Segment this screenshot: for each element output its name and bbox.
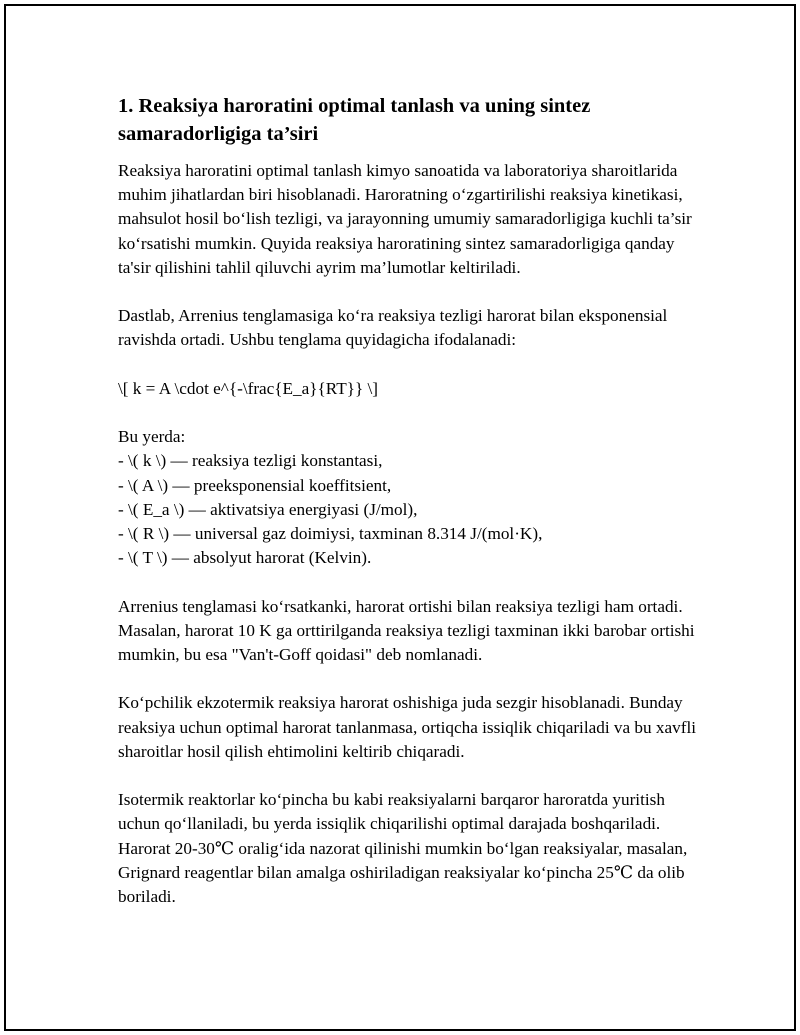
paragraph-gap <box>118 570 698 594</box>
paragraph-gap <box>118 353 698 377</box>
document-body <box>118 92 698 909</box>
definition-item-k: - \( k \) — reaksiya tezligi konstantasi, <box>118 451 383 471</box>
paragraph-arrhenius-intro: Dastlab, Arrenius tenglamasiga ko‘ra reaksiya tezligi harorat bilan eksponensial ravishda ortadi. Ushbu tenglama quyidagicha ifodalanadi: <box>118 306 668 350</box>
definition-item-t: - \( T \) — absolyut harorat (Kelvin). <box>118 548 372 568</box>
definition-item-a: - \( A \) — preeksponensial koeffitsient, <box>118 475 392 495</box>
paragraph-gap <box>118 667 698 691</box>
definition-list <box>118 449 698 570</box>
paragraph-exothermic: Ko‘pchilik ekzotermik reaksiya harorat oshishiga juda sezgir hisoblanadi. Bunday reaksiya uchun optimal harorat tanlanmasa, ortiqcha issiqlik chiqariladi va bu xavfli sharoitlar hosil qilish ehtimolini keltirib chiqaradi. <box>118 693 696 761</box>
arrhenius-formula: \[ k = A \cdot e^{-\frac{E_a}{RT}} \] <box>118 378 378 398</box>
section-title-line-1: 1. Reaksiya haroratini optimal tanlash va uning sintez <box>118 95 591 117</box>
section-title <box>118 92 698 148</box>
paragraph-gap <box>118 764 698 788</box>
where-label: Bu yerda: <box>118 427 186 447</box>
definition-item-r: - \( R \) — universal gaz doimiysi, taxminan 8.314 J/(mol·K), <box>118 524 543 543</box>
paragraph-arrhenius-conclusion: Arrenius tenglamasi ko‘rsatkanki, harorat ortishi bilan reaksiya tezligi ham ortadi. Masalan, harorat 10 K ga orttirilganda reaksiya tezligi taxminan ikki barobar ortishi mumkin, bu esa "Van't-Goff qoidasi" deb nomlanadi. <box>118 596 695 664</box>
section-title-line-2: samaradorligiga ta’siri <box>118 123 319 145</box>
paragraph-isothermal: Isotermik reaktorlar ko‘pincha bu kabi reaksiyalarni barqaror haroratda yuritish uchun qo‘llaniladi, bu yerda issiqlik chiqarilishi optimal darajada boshqariladi. Harorat 20-30℃ oralig‘ida nazorat qilinishi mumkin bo‘lgan reaksiyalar, masalan, Grignard reagentlar bilan amalga oshiriladigan reaksiyalar ko‘pincha 25℃ da olib boriladi. <box>118 790 688 906</box>
paragraph-gap <box>118 401 698 425</box>
paragraph-intro: Reaksiya haroratini optimal tanlash kimyo sanoatida va laboratoriya sharoitlarida muhim jihatlardan biri hisoblanadi. Haroratning o‘zgartirilishi reaksiya kinetikasi, mahsulot hosil bo‘lish tezligi, va jarayonning umumiy samaradorligiga kuchli ta’sir ko‘rsatishi mumkin. Quyida reaksiya haroratining sintez samaradorligiga qanday ta'sir qilishini tahlil qiluvchi ayrim ma’lumotlar keltiriladi. <box>118 161 692 277</box>
definition-item-ea: - \( E_a \) — aktivatsiya energiyasi (J/mol), <box>118 499 418 519</box>
paragraph-gap <box>118 280 698 304</box>
